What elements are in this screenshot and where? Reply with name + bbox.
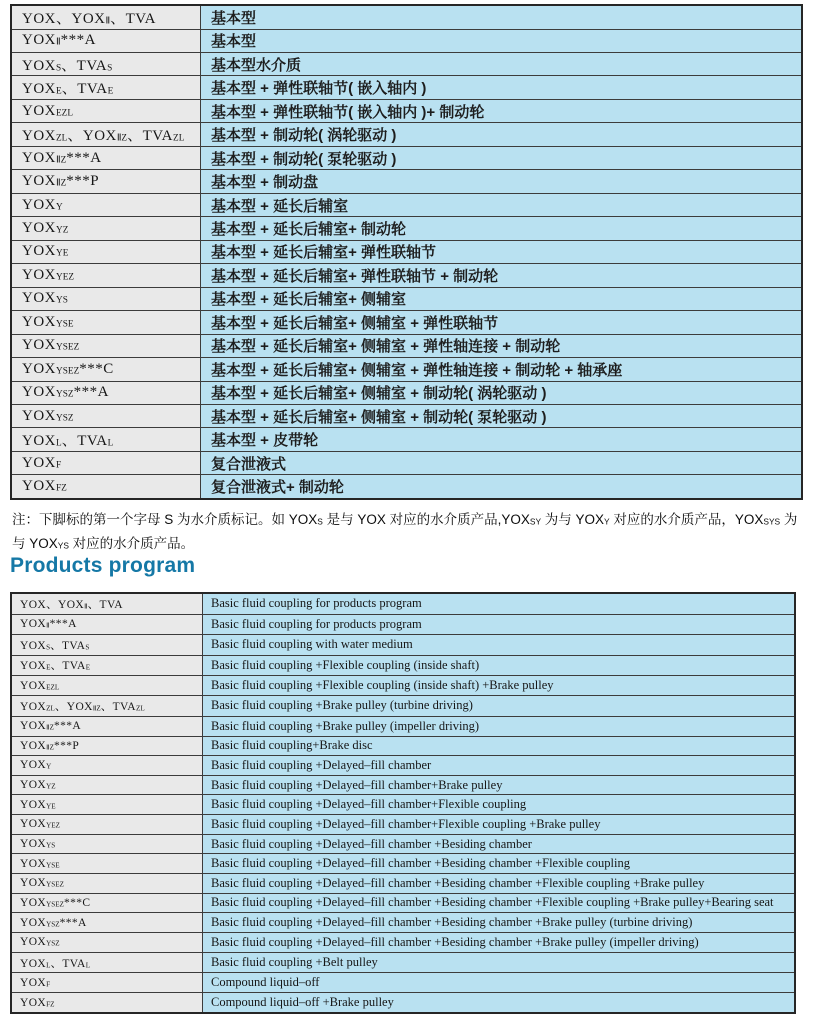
description-cell: 基本型 + 制动盘 (201, 170, 803, 193)
description-cell: 复合泄液式 (201, 451, 803, 474)
description-cell: 基本型 + 制动轮( 泵轮驱动 ) (201, 146, 803, 169)
description-cell: 基本型 + 延长后辅室+ 侧辅室 + 弹性轴连接 + 制动轮 (201, 334, 803, 357)
table-row (11, 614, 795, 634)
table-row (11, 775, 795, 795)
model-cell: $YOX_{YSEZ}$ (11, 874, 203, 894)
description-cell: Basic fluid coupling for products program (203, 593, 796, 614)
model-cell: $YOX_S$、$TVA_S$ (11, 52, 201, 75)
description-cell: 基本型 + 延长后辅室+ 制动轮 (201, 217, 803, 240)
table-row (11, 932, 795, 952)
description-cell: Basic fluid coupling +Delayed–fill chamber+Brake pulley (203, 775, 796, 795)
table-row (11, 5, 802, 29)
description-cell: 基本型 + 弹性联轴节( 嵌入轴内 )+ 制动轮 (201, 99, 803, 122)
model-cell: $YOX_L$、$TVA_L$ (11, 952, 203, 973)
model-cell: $YOX_F$ (11, 451, 201, 474)
model-cell: YOX、$YOX_Ⅱ$、TVA (11, 593, 203, 614)
table-row (11, 52, 802, 75)
model-cell: $YOX_Y$ (11, 193, 201, 216)
section-heading: Products program (10, 554, 196, 577)
table-row (11, 334, 802, 357)
table-row (11, 716, 795, 736)
description-cell: 基本型 (201, 29, 803, 52)
model-cell: $YOX_{YSZ}$ (11, 932, 203, 952)
description-cell: Basic fluid coupling +Brake pulley (impeller driving) (203, 716, 796, 736)
model-cell: $YOX_{ⅡZ}***P$ (11, 170, 201, 193)
model-cell: $YOX_{YEZ}$ (11, 264, 201, 287)
description-cell: Basic fluid coupling +Delayed–fill chamber +Besiding chamber +Flexible coupling +Brake pulley (203, 874, 796, 894)
model-cell: $YOX_L$、$TVA_L$ (11, 428, 201, 451)
description-cell: 基本型 + 皮带轮 (201, 428, 803, 451)
table-row (11, 217, 802, 240)
description-cell: 基本型 + 延长后辅室+ 侧辅室 + 弹性联轴节 (201, 311, 803, 334)
table-row (11, 193, 802, 216)
description-cell: 基本型 (201, 5, 803, 29)
description-cell: 基本型水介质 (201, 52, 803, 75)
model-cell: $YOX_{YZ}$ (11, 217, 201, 240)
table-row (11, 146, 802, 169)
model-cell: $YOX_Y$ (11, 756, 203, 776)
model-cell: $YOX_{EZL}$ (11, 99, 201, 122)
model-cell: $YOX_{YSE}$ (11, 854, 203, 874)
description-cell: 基本型 + 延长后辅室+ 侧辅室 + 制动轮( 泵轮驱动 ) (201, 405, 803, 428)
description-cell: 基本型 + 弹性联轴节( 嵌入轴内 ) (201, 76, 803, 99)
description-cell: 基本型 + 延长后辅室 (201, 193, 803, 216)
table-row (11, 993, 795, 1013)
model-cell: YOX、$YOX_Ⅱ$、TVA (11, 5, 201, 29)
model-table-english-body (11, 593, 795, 1013)
model-cell: $YOX_{ZL}$、$YOX_{ⅡZ}$、$TVA_{ZL}$ (11, 696, 203, 717)
description-cell: Basic fluid coupling +Delayed–fill chamber +Besiding chamber (203, 834, 796, 854)
table-row (11, 756, 795, 776)
description-cell: Basic fluid coupling +Flexible coupling (inside shaft) +Brake pulley (203, 676, 796, 696)
model-cell: $YOX_{YZ}$ (11, 775, 203, 795)
table-row (11, 736, 795, 756)
table-row (11, 854, 795, 874)
description-cell: 基本型 + 延长后辅室+ 侧辅室 + 弹性轴连接 + 制动轮 + 轴承座 (201, 358, 803, 381)
table-row (11, 696, 795, 717)
table-row (11, 893, 795, 913)
table-row (11, 655, 795, 676)
table-row (11, 264, 802, 287)
table-row (11, 428, 802, 451)
table-row (11, 676, 795, 696)
model-cell: $YOX_{YE}$ (11, 795, 203, 815)
model-cell: $YOX_{YSZ}***A$ (11, 381, 201, 404)
table-row (11, 634, 795, 655)
table-row (11, 311, 802, 334)
model-cell: $YOX_{YSEZ}***C$ (11, 358, 201, 381)
table-row (11, 29, 802, 52)
model-cell: $YOX_{ⅡZ}***P$ (11, 736, 203, 756)
description-cell: Basic fluid coupling +Delayed–fill chamber+Flexible coupling (203, 795, 796, 815)
description-cell: Basic fluid coupling +Delayed–fill chamber +Besiding chamber +Flexible coupling +Brake pulley+Bearing seat (203, 893, 796, 913)
table-row (11, 287, 802, 310)
model-cell: $YOX_{ⅡZ}***A$ (11, 716, 203, 736)
table-row (11, 973, 795, 993)
description-cell: Basic fluid coupling +Delayed–fill chamber+Flexible coupling +Brake pulley (203, 815, 796, 835)
description-cell: Compound liquid–off +Brake pulley (203, 993, 796, 1013)
table-row (11, 170, 802, 193)
description-cell: Basic fluid coupling +Belt pulley (203, 952, 796, 973)
table-row (11, 358, 802, 381)
model-table-english (10, 592, 796, 1014)
description-cell: 基本型 + 延长后辅室+ 侧辅室 + 制动轮( 涡轮驱动 ) (201, 381, 803, 404)
description-cell: 基本型 + 制动轮( 涡轮驱动 ) (201, 123, 803, 146)
table-row (11, 874, 795, 894)
model-cell: $YOX_{EZL}$ (11, 676, 203, 696)
model-cell: $YOX_E$、$TVA_E$ (11, 76, 201, 99)
model-cell: $YOX_S$、$TVA_S$ (11, 634, 203, 655)
table-row (11, 815, 795, 835)
table-row (11, 240, 802, 263)
table-row (11, 593, 795, 614)
description-cell: Basic fluid coupling +Delayed–fill chamber +Besiding chamber +Brake pulley (impeller driving) (203, 932, 796, 952)
model-cell: $YOX_{YSEZ}***C$ (11, 893, 203, 913)
model-cell: $YOX_Ⅱ***A$ (11, 29, 201, 52)
model-table-chinese (10, 4, 803, 500)
table-row (11, 475, 802, 499)
model-cell: $YOX_{YSEZ}$ (11, 334, 201, 357)
model-cell: $YOX_{YS}$ (11, 834, 203, 854)
model-cell: $YOX_{YE}$ (11, 240, 201, 263)
model-cell: $YOX_{YSZ}$ (11, 405, 201, 428)
table-row (11, 795, 795, 815)
table-row (11, 952, 795, 973)
table-row (11, 123, 802, 146)
description-cell: 基本型 + 延长后辅室+ 弹性联轴节 (201, 240, 803, 263)
table-row (11, 381, 802, 404)
description-cell: 基本型 + 延长后辅室+ 侧辅室 (201, 287, 803, 310)
table-row (11, 405, 802, 428)
description-cell: Basic fluid coupling +Flexible coupling (inside shaft) (203, 655, 796, 676)
model-cell: $YOX_{YEZ}$ (11, 815, 203, 835)
table-row (11, 99, 802, 122)
description-cell: 复合泄液式+ 制动轮 (201, 475, 803, 499)
description-cell: Compound liquid–off (203, 973, 796, 993)
model-cell: $YOX_Ⅱ***A$ (11, 614, 203, 634)
model-cell: $YOX_{ⅡZ}***A$ (11, 146, 201, 169)
model-cell: $YOX_{FZ}$ (11, 475, 201, 499)
description-cell: Basic fluid coupling +Delayed–fill chamber (203, 756, 796, 776)
description-cell: Basic fluid coupling +Delayed–fill chamber +Besiding chamber +Flexible coupling (203, 854, 796, 874)
description-cell: Basic fluid coupling for products program (203, 614, 796, 634)
model-cell: $YOX_F$ (11, 973, 203, 993)
description-cell: Basic fluid coupling with water medium (203, 634, 796, 655)
model-cell: $YOX_{FZ}$ (11, 993, 203, 1013)
table-row (11, 834, 795, 854)
description-cell: 基本型 + 延长后辅室+ 弹性联轴节 + 制动轮 (201, 264, 803, 287)
table-row (11, 913, 795, 933)
description-cell: Basic fluid coupling+Brake disc (203, 736, 796, 756)
model-cell: $YOX_{YSE}$ (11, 311, 201, 334)
description-cell: Basic fluid coupling +Brake pulley (turbine driving) (203, 696, 796, 717)
note-text: 注：下脚标的第一个字母 S 为水介质标记。如 $YOX_S$ 是与 YOX 对应的水介质产品$,YOX_{SY}$ 为与 $YOX_Y$ 对应的水介质产品，$YOX_{SYS}$ 为与 $YOX_{YS}$ 对应的水介质产品。 (12, 512, 798, 551)
model-cell: $YOX_{ZL}$、$YOX_{ⅡZ}$、$TVA_{ZL}$ (11, 123, 201, 146)
model-cell: $YOX_{YSZ}***A$ (11, 913, 203, 933)
model-table-chinese-body (11, 5, 802, 499)
table-row (11, 76, 802, 99)
description-cell: Basic fluid coupling +Delayed–fill chamber +Besiding chamber +Brake pulley (turbine driving) (203, 913, 796, 933)
model-cell: $YOX_{YS}$ (11, 287, 201, 310)
table-row (11, 451, 802, 474)
model-cell: $YOX_E$、$TVA_E$ (11, 655, 203, 676)
